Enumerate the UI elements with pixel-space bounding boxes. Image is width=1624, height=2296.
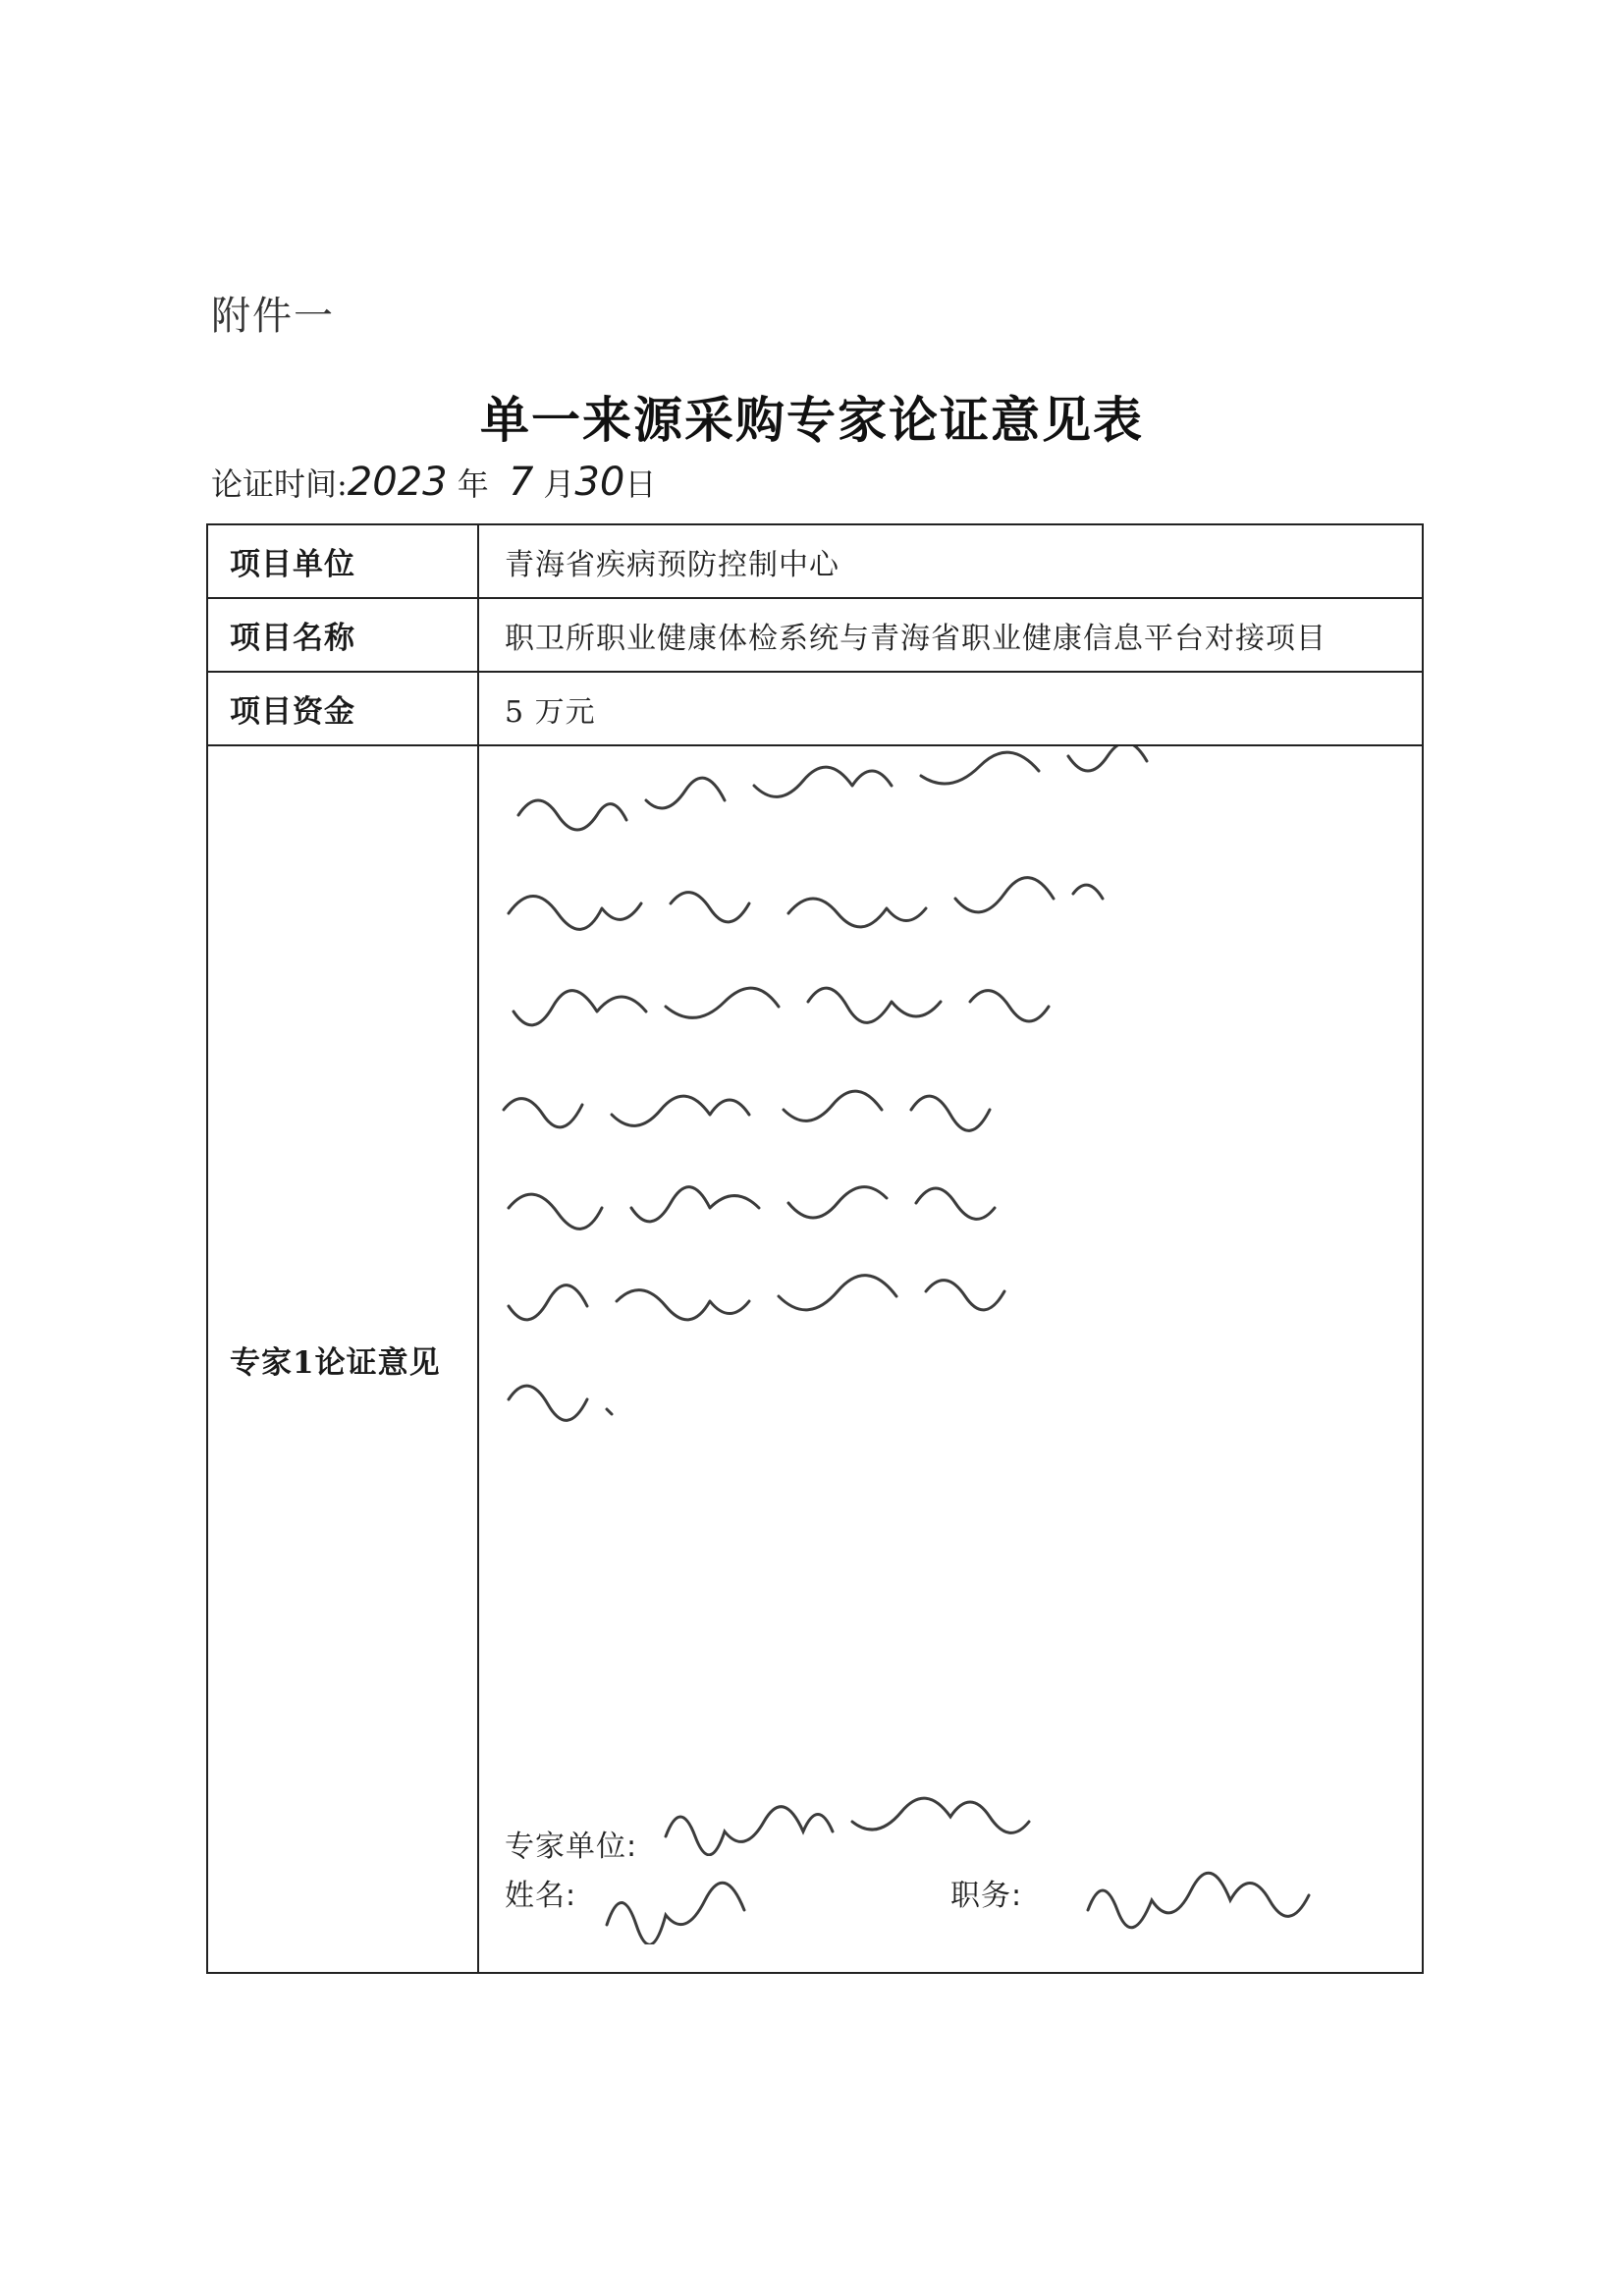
table-row (207, 672, 1423, 745)
project-name-label: 项目名称 (207, 598, 478, 672)
attachment-label: 附件一 (211, 294, 335, 339)
form-title: 单一来源采购专家论证意见表 (480, 391, 1144, 449)
date-month: 7 (508, 460, 534, 505)
expert-name-label: 姓名: (505, 1879, 577, 1913)
project-fund-label: 项目资金 (207, 672, 478, 745)
expert-position-label: 职务: (950, 1879, 1023, 1913)
project-name-value: 职卫所职业健康体检系统与青海省职业健康信息平台对接项目 (478, 598, 1423, 672)
date-day-unit: 日 (624, 465, 657, 503)
project-unit-label: 项目单位 (207, 524, 478, 598)
project-fund-value: 5 万元 (478, 672, 1423, 745)
date-year: 2023 (347, 460, 448, 505)
handwritten-position-signature (1078, 1851, 1333, 1930)
opinion-form-table (206, 523, 1424, 1974)
table-row (207, 524, 1423, 598)
date-year-unit: 年 (457, 465, 489, 503)
table-row (207, 598, 1423, 672)
handwritten-opinion (479, 746, 1422, 1434)
date-line (211, 460, 656, 505)
expert-unit-label: 专家单位: (505, 1830, 638, 1864)
handwritten-unit-signature (656, 1787, 1108, 1856)
expert-opinion-label: 专家1论证意见 (207, 745, 478, 1973)
date-label: 论证时间: (211, 465, 348, 503)
project-unit-value: 青海省疾病预防控制中心 (478, 524, 1423, 598)
date-day: 30 (574, 460, 625, 505)
date-month-unit: 月 (543, 465, 575, 503)
table-row (207, 745, 1423, 1973)
handwritten-name-signature (597, 1866, 754, 1944)
expert-opinion-cell (478, 745, 1423, 1973)
